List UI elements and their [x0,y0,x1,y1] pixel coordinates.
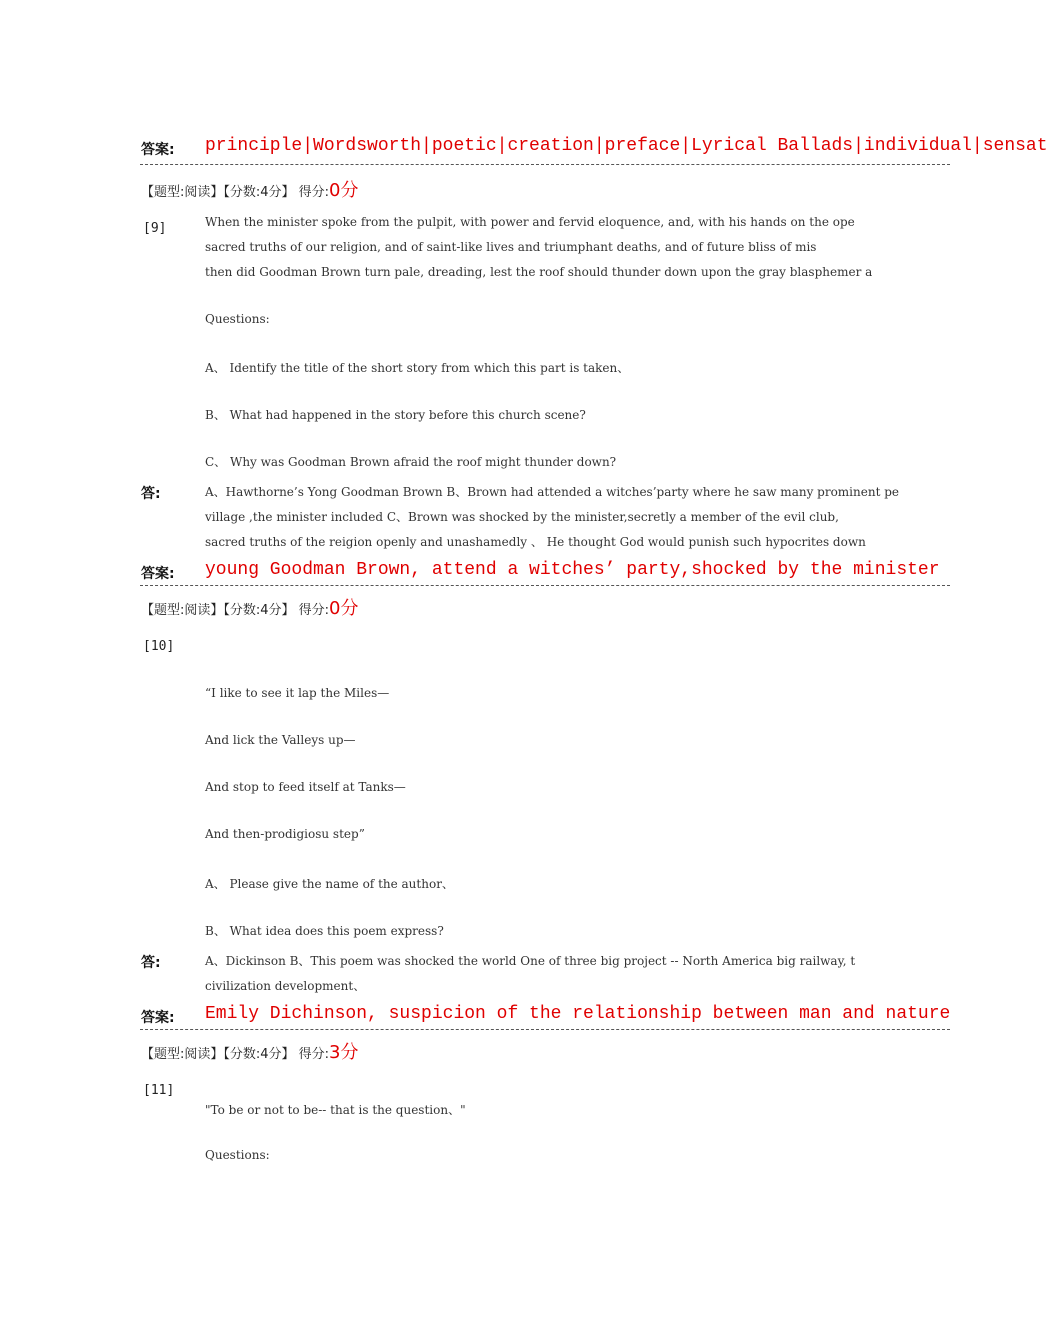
reply-line: sacred truths of the reigion openly and unashamedly 、 He thought God would punish such hypocrites down [205,535,866,549]
question-item: B、 What had happened in the story before this church scene? [205,408,586,422]
passage-line: When the minister spoke from the pulpit, with power and fervid eloquence, and, with his hands on the ope [205,215,855,229]
poem-line: “I like to see it lap the Miles— [205,686,390,700]
reply-line: A、Dickinson B、This poem was shocked the world One of three big project -- North America big railway, t [205,954,856,968]
poem-line: And stop to feed itself at Tanks— [205,780,406,794]
passage-line: sacred truths of our religion, and of saint-like lives and triumphant deaths, and of future bliss of mis [205,240,817,254]
reply-label: 答: [141,955,161,971]
reply-line: A、Hawthorne’s Yong Goodman Brown B、Brown had attended a witches’party where he saw many prominent pe [205,485,900,499]
poem-line: And lick the Valleys up— [205,733,356,747]
score-value: 0分 [329,180,359,201]
question-meta [141,1038,359,1064]
reply-line: village ,the minister included C、Brown was shocked by the minister,secretly a member of the evil club, [205,510,839,524]
passage-line: then did Goodman Brown turn pale, dreading, lest the roof should thunder down upon the gray blasphemer a [205,265,873,279]
dashed-divider [140,585,950,586]
question-meta-text: 【题型:阅读】【分数:4分】 得分: [141,185,330,200]
dashed-divider [140,164,950,165]
reply-label: 答: [141,486,161,502]
score-value: 0分 [329,598,359,619]
answer-text: young Goodman Brown, attend a witches’ party,shocked by the minister [205,560,940,580]
questions-label: Questions: [205,312,270,326]
answer-label: 答案: [141,566,175,582]
score-value: 3分 [329,1042,359,1063]
question-item: C、 Why was Goodman Brown afraid the roof might thunder down? [205,455,617,469]
question-item: B、 What idea does this poem express? [205,924,444,938]
reply-line: civilization development、 [205,979,366,993]
question-meta [141,594,359,620]
question-meta [141,176,359,202]
question-number: [9] [143,221,167,236]
question-number: [11] [143,1083,175,1098]
question-item: A、 Please give the name of the author、 [205,877,454,891]
quote-line: "To be or not to be-- that is the question、" [205,1103,466,1117]
answer-label: 答案: [141,142,175,158]
question-number: [10] [143,639,175,654]
dashed-divider [140,1029,950,1030]
question-item: A、 Identify the title of the short story from which this part is taken、 [205,361,630,375]
answer-text: principle|Wordsworth|poetic|creation|preface|Lyrical Ballads|individual|sensat [205,136,1048,156]
question-meta-text: 【题型:阅读】【分数:4分】 得分: [141,603,330,618]
answer-label: 答案: [141,1010,175,1026]
poem-line: And then-prodigiosu step” [205,827,365,841]
question-meta-text: 【题型:阅读】【分数:4分】 得分: [141,1047,330,1062]
answer-text: Emily Dichinson, suspicion of the relationship between man and nature [205,1004,951,1024]
questions-label: Questions: [205,1148,270,1162]
